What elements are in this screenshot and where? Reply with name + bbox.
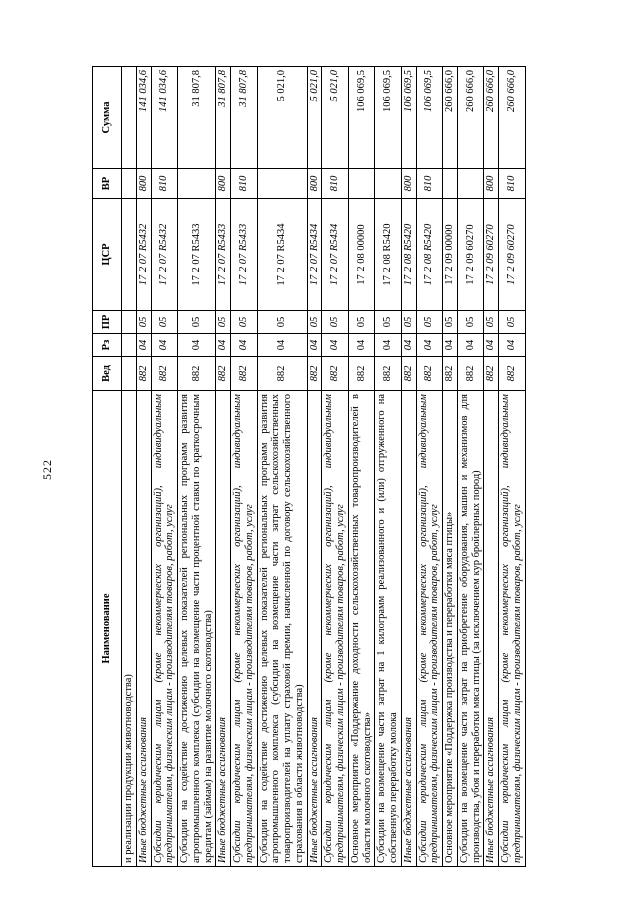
cell-name: Субсидии на содействие достижению целевых показателей региональных программ развития агропромышленного комплекса (субсидии на возмещение части затрат сельскохозяйственных товаропроизводителей на уплату страховой премии, начисленной по договору сельскохозяйственного страхования в области животноводства): [257, 391, 307, 867]
cell-rz: 04: [348, 334, 375, 357]
table-body: [122, 67, 526, 867]
cell-pr: 05: [499, 311, 526, 334]
cell-sum: 260 666,0: [457, 67, 484, 169]
cell-sum: 106 069,5: [348, 67, 375, 169]
cell-rz: 04: [416, 334, 443, 357]
table-row: [499, 67, 526, 867]
cell-name: Иные бюджетные ассигнования: [401, 391, 416, 867]
cell-pr: 05: [484, 311, 499, 334]
cell-sum: 106 069,5: [401, 67, 416, 169]
table-row: [178, 67, 216, 867]
cell-sum: 31 807,8: [178, 67, 216, 169]
column-header-vr: ВР: [93, 169, 122, 199]
cell-csr: 17 2 08 R5420: [416, 199, 443, 311]
cell-name: Субсидии юридическим лицам (кроме некоммерческих организаций), индивидуальным предпринимателям, физическим лицам - производителям товаров, работ, услуг: [231, 391, 258, 867]
cell-csr: 17 2 07 R5434: [257, 199, 307, 311]
cell-sum: [122, 67, 137, 169]
cell-csr: 17 2 09 60270: [457, 199, 484, 311]
cell-rz: 04: [307, 334, 322, 357]
cell-pr: 05: [443, 311, 458, 334]
cell-rz: 04: [457, 334, 484, 357]
table-header-row: [93, 67, 122, 867]
table-row: [443, 67, 458, 867]
table-row: [136, 67, 151, 867]
page-number: 522: [40, 459, 54, 480]
cell-sum: 141 034,6: [151, 67, 178, 169]
cell-rz: 04: [401, 334, 416, 357]
cell-ved: 882: [307, 357, 322, 391]
cell-ved: 882: [457, 357, 484, 391]
cell-pr: 05: [401, 311, 416, 334]
cell-pr: 05: [416, 311, 443, 334]
cell-csr: 17 2 08 R5420: [401, 199, 416, 311]
cell-name: и реализации продукции животноводства): [122, 391, 137, 867]
cell-csr: [122, 199, 137, 311]
cell-ved: 882: [216, 357, 231, 391]
cell-rz: 04: [231, 334, 258, 357]
table-row: [375, 67, 402, 867]
cell-ved: 882: [348, 357, 375, 391]
cell-ved: 882: [136, 357, 151, 391]
cell-name: Субсидии юридическим лицам (кроме некоммерческих организаций), индивидуальным предпринимателям, физическим лицам - производителям товаров, работ, услуг: [322, 391, 349, 867]
cell-sum: 260 666,0: [499, 67, 526, 169]
table-row: [216, 67, 231, 867]
cell-name: Основное мероприятие «Поддержка производства и переработки мяса птицы»: [443, 391, 458, 867]
column-header-sum: Сумма: [93, 67, 122, 169]
cell-ved: 882: [416, 357, 443, 391]
column-header-ved: Вед: [93, 357, 122, 391]
cell-pr: 05: [348, 311, 375, 334]
table-row: [348, 67, 375, 867]
table-row: [122, 67, 137, 867]
budget-table-rotated: [92, 67, 567, 867]
table-row: [401, 67, 416, 867]
cell-sum: 31 807,8: [231, 67, 258, 169]
cell-ved: 882: [151, 357, 178, 391]
cell-ved: 882: [322, 357, 349, 391]
cell-sum: 106 069,5: [416, 67, 443, 169]
cell-vr: [443, 169, 458, 199]
cell-vr: [457, 169, 484, 199]
cell-name: Основное мероприятие «Поддержание доходности сельскохозяйственных товаропроизводителей в области молочного скотоводства»: [348, 391, 375, 867]
cell-vr: [178, 169, 216, 199]
cell-ved: 882: [401, 357, 416, 391]
cell-name: Субсидии на возмещение части затрат на 1 килограмм реализованного и (или) отгруженного на собственную переработку молока: [375, 391, 402, 867]
cell-name: Иные бюджетные ассигнования: [484, 391, 499, 867]
cell-vr: 800: [216, 169, 231, 199]
cell-vr: 810: [151, 169, 178, 199]
cell-vr: 800: [401, 169, 416, 199]
cell-ved: 882: [484, 357, 499, 391]
cell-csr: 17 2 07 R5434: [322, 199, 349, 311]
cell-sum: 106 069,5: [375, 67, 402, 169]
cell-vr: [122, 169, 137, 199]
column-header-rz: Рз: [93, 334, 122, 357]
cell-csr: 17 2 09 00000: [443, 199, 458, 311]
table-row: [322, 67, 349, 867]
cell-vr: 810: [231, 169, 258, 199]
cell-name: Иные бюджетные ассигнования: [307, 391, 322, 867]
cell-vr: 800: [484, 169, 499, 199]
cell-ved: 882: [499, 357, 526, 391]
cell-csr: 17 2 09 60270: [499, 199, 526, 311]
cell-csr: 17 2 07 R5433: [178, 199, 216, 311]
cell-vr: [348, 169, 375, 199]
cell-vr: 810: [499, 169, 526, 199]
cell-vr: 800: [136, 169, 151, 199]
cell-ved: 882: [257, 357, 307, 391]
table-row: [151, 67, 178, 867]
cell-rz: [122, 334, 137, 357]
cell-sum: 260 666,0: [443, 67, 458, 169]
table-row: [307, 67, 322, 867]
cell-rz: 04: [375, 334, 402, 357]
cell-name: Иные бюджетные ассигнования: [136, 391, 151, 867]
cell-csr: 17 2 07 R5434: [307, 199, 322, 311]
cell-pr: 05: [322, 311, 349, 334]
column-header-pr: ПР: [93, 311, 122, 334]
cell-pr: 05: [307, 311, 322, 334]
cell-sum: 5 021,0: [322, 67, 349, 169]
table-row: [416, 67, 443, 867]
cell-rz: 04: [322, 334, 349, 357]
cell-csr: 17 2 07 R5433: [231, 199, 258, 311]
cell-rz: 04: [499, 334, 526, 357]
cell-csr: 17 2 09 60270: [484, 199, 499, 311]
cell-rz: 04: [216, 334, 231, 357]
cell-csr: 17 2 07 R5433: [216, 199, 231, 311]
cell-pr: 05: [257, 311, 307, 334]
cell-vr: [257, 169, 307, 199]
cell-ved: 882: [443, 357, 458, 391]
cell-pr: [122, 311, 137, 334]
cell-rz: 04: [178, 334, 216, 357]
cell-vr: 800: [307, 169, 322, 199]
cell-pr: 05: [151, 311, 178, 334]
cell-vr: [375, 169, 402, 199]
cell-pr: 05: [375, 311, 402, 334]
cell-csr: 17 2 08 00000: [348, 199, 375, 311]
cell-sum: 260 666,0: [484, 67, 499, 169]
table-row: [484, 67, 499, 867]
cell-rz: 04: [136, 334, 151, 357]
cell-ved: [122, 357, 137, 391]
cell-name: Субсидии юридическим лицам (кроме некоммерческих организаций), индивидуальным предпринимателям, физическим лицам - производителям товаров, работ, услуг: [416, 391, 443, 867]
cell-name: Субсидии на содействие достижению целевых показателей региональных программ развития агропромышленного комплекса (субсидии на возмещение части процентной ставки по краткосрочным кредитам (займам) на развитие молочного скотоводства): [178, 391, 216, 867]
cell-name: Субсидии юридическим лицам (кроме некоммерческих организаций), индивидуальным предпринимателям, физическим лицам - производителям товаров, работ, услуг: [499, 391, 526, 867]
cell-rz: 04: [151, 334, 178, 357]
table-row: [231, 67, 258, 867]
table-row: [457, 67, 484, 867]
cell-pr: 05: [231, 311, 258, 334]
budget-table: [92, 66, 526, 867]
cell-rz: 04: [484, 334, 499, 357]
cell-rz: 04: [443, 334, 458, 357]
cell-ved: 882: [178, 357, 216, 391]
column-header-name: Наименование: [93, 391, 122, 867]
cell-pr: 05: [457, 311, 484, 334]
cell-vr: 810: [416, 169, 443, 199]
cell-csr: 17 2 07 R5432: [151, 199, 178, 311]
cell-vr: 810: [322, 169, 349, 199]
table-row: [257, 67, 307, 867]
cell-name: Иные бюджетные ассигнования: [216, 391, 231, 867]
cell-sum: 141 034,6: [136, 67, 151, 169]
cell-pr: 05: [136, 311, 151, 334]
cell-ved: 882: [231, 357, 258, 391]
column-header-csr: ЦСР: [93, 199, 122, 311]
cell-csr: 17 2 07 R5432: [136, 199, 151, 311]
cell-sum: 31 807,8: [216, 67, 231, 169]
cell-csr: 17 2 08 R5420: [375, 199, 402, 311]
cell-pr: 05: [178, 311, 216, 334]
cell-sum: 5 021,0: [257, 67, 307, 169]
cell-sum: 5 021,0: [307, 67, 322, 169]
cell-pr: 05: [216, 311, 231, 334]
cell-name: Субсидии юридическим лицам (кроме некоммерческих организаций), индивидуальным предпринимателям, физическим лицам - производителям товаров, работ, услуг: [151, 391, 178, 867]
cell-name: Субсидии на возмещение части затрат на приобретение оборудования, машин и механизмов для производства, убоя и переработки мяса птицы (за исключением кур бройлерных пород): [457, 391, 484, 867]
cell-rz: 04: [257, 334, 307, 357]
cell-ved: 882: [375, 357, 402, 391]
